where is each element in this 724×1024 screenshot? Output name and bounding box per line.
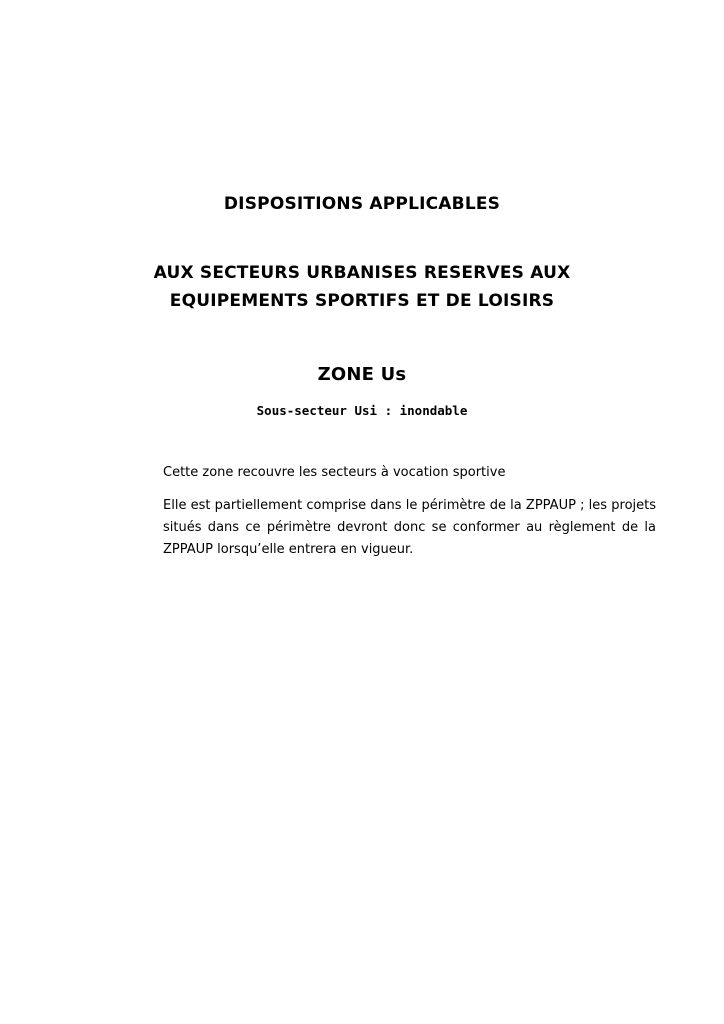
zppaup-paragraph: Elle est partiellement comprise dans le périmètre de la ZPPAUP ; les projets situés dans ce périmètre devront donc se conformer au règlement de la ZPPAUP lorsqu’elle entrera en vigueur.	[163, 498, 656, 557]
page-heading: DISPOSITIONS APPLICABLES	[223, 194, 501, 214]
sub-sector-label: Sous-secteur Usi : inondable	[256, 403, 468, 418]
intro-paragraph: Cette zone recouvre les secteurs à vocation sportive	[163, 465, 506, 480]
zone-title: ZONE Us	[317, 364, 407, 385]
subheading-line-1: AUX SECTEURS URBANISES RESERVES AUX	[153, 263, 571, 283]
page-subheading	[0, 259, 724, 315]
subheading-line-2: EQUIPEMENTS SPORTIFS ET DE LOISIRS	[169, 291, 555, 311]
